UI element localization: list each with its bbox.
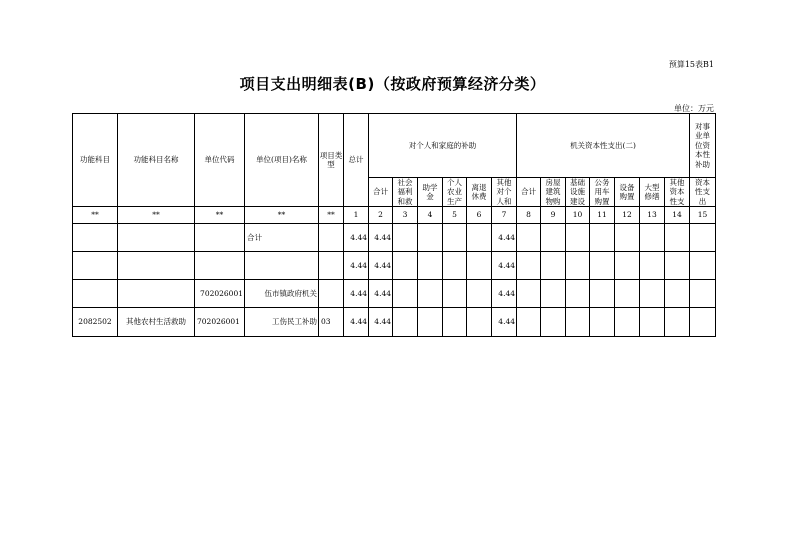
table-row bbox=[73, 252, 716, 280]
header-func-name: 功能科目名称 bbox=[118, 114, 195, 207]
cell-c8 bbox=[517, 308, 541, 337]
cell-func-name: 其他农村生活救助 bbox=[118, 308, 195, 337]
index-cell: 4 bbox=[418, 207, 443, 224]
header-c14: 其他 资本 性支 bbox=[665, 178, 690, 207]
cell-c7: 4.44 bbox=[492, 224, 517, 252]
header-c5: 个人 农业 生产 bbox=[443, 178, 467, 207]
cell-c8 bbox=[517, 280, 541, 308]
header-c7: 其他 对个 人和 bbox=[492, 178, 517, 207]
cell-c5 bbox=[443, 224, 467, 252]
cell-unit-name: 伍市镇政府机关 bbox=[245, 280, 319, 308]
index-cell: 1 bbox=[344, 207, 369, 224]
cell-func-name bbox=[118, 252, 195, 280]
header-unit-name: 单位(项目)名称 bbox=[245, 114, 319, 207]
cell-c7: 4.44 bbox=[492, 308, 517, 337]
cell-unit-code: 702026001 bbox=[195, 280, 245, 308]
cell-c12 bbox=[615, 224, 640, 252]
header-c12: 设备 购置 bbox=[615, 178, 640, 207]
table-row bbox=[73, 224, 716, 252]
header-unit-code: 单位代码 bbox=[195, 114, 245, 207]
cell-c5 bbox=[443, 280, 467, 308]
index-cell: 9 bbox=[541, 207, 566, 224]
cell-c6 bbox=[467, 280, 492, 308]
index-cell: ** bbox=[319, 207, 344, 224]
cell-c8 bbox=[517, 252, 541, 280]
cell-c7: 4.44 bbox=[492, 280, 517, 308]
header-c2: 合计 bbox=[369, 178, 393, 207]
index-cell: 15 bbox=[690, 207, 716, 224]
cell-c11 bbox=[590, 308, 615, 337]
cell-c4 bbox=[418, 280, 443, 308]
cell-c15 bbox=[690, 224, 716, 252]
header-c13: 大型 修缮 bbox=[640, 178, 665, 207]
cell-proj-type bbox=[319, 280, 344, 308]
header-group-personal-subsidy: 对个人和家庭的补助 bbox=[369, 114, 517, 178]
cell-unit-code: 702026001 bbox=[195, 308, 245, 337]
cell-c15 bbox=[690, 308, 716, 337]
cell-unit-name: 工伤民工补助 bbox=[245, 308, 319, 337]
header-c6: 离退 休费 bbox=[467, 178, 492, 207]
index-cell: 12 bbox=[615, 207, 640, 224]
table-row bbox=[73, 308, 716, 337]
page-title: 项目支出明细表(B)（按政府预算经济分类） bbox=[239, 75, 546, 93]
cell-c7: 4.44 bbox=[492, 252, 517, 280]
index-cell: 11 bbox=[590, 207, 615, 224]
cell-c13 bbox=[640, 308, 665, 337]
cell-unit-code bbox=[195, 252, 245, 280]
index-cell: 5 bbox=[443, 207, 467, 224]
index-cell: 6 bbox=[467, 207, 492, 224]
cell-c5 bbox=[443, 252, 467, 280]
index-cell: ** bbox=[73, 207, 118, 224]
cell-c3 bbox=[393, 280, 418, 308]
index-cell: 2 bbox=[369, 207, 393, 224]
cell-c4 bbox=[418, 224, 443, 252]
cell-c10 bbox=[566, 280, 590, 308]
header-c15: 资本 性支 出 bbox=[690, 178, 716, 207]
cell-func-code bbox=[73, 224, 118, 252]
cell-total: 4.44 bbox=[344, 308, 369, 337]
cell-c4 bbox=[418, 252, 443, 280]
cell-c3 bbox=[393, 252, 418, 280]
cell-c14 bbox=[665, 308, 690, 337]
cell-c10 bbox=[566, 224, 590, 252]
cell-unit-code bbox=[195, 224, 245, 252]
cell-func-code bbox=[73, 280, 118, 308]
index-cell: 8 bbox=[517, 207, 541, 224]
cell-c9 bbox=[541, 224, 566, 252]
index-row bbox=[73, 207, 716, 224]
form-code: 预算15表B1 bbox=[668, 60, 714, 69]
header-c8: 合计 bbox=[517, 178, 541, 207]
header-c10: 基础 设施 建设 bbox=[566, 178, 590, 207]
header-c11: 公务 用车 购置 bbox=[590, 178, 615, 207]
cell-c11 bbox=[590, 280, 615, 308]
table-row bbox=[73, 280, 716, 308]
cell-func-code: 2082502 bbox=[73, 308, 118, 337]
cell-c3 bbox=[393, 308, 418, 337]
index-cell: 7 bbox=[492, 207, 517, 224]
unit-label: 单位：万元 bbox=[674, 104, 714, 113]
cell-c11 bbox=[590, 252, 615, 280]
cell-c4 bbox=[418, 308, 443, 337]
cell-unit-name: 合计 bbox=[245, 224, 319, 252]
cell-c10 bbox=[566, 252, 590, 280]
cell-c5 bbox=[443, 308, 467, 337]
header-func-code: 功能科目 bbox=[73, 114, 118, 207]
header-group-capital-expense: 机关资本性支出(二) bbox=[517, 114, 690, 178]
header-c9: 房屋 建筑 物购 bbox=[541, 178, 566, 207]
cell-proj-type: 03 bbox=[319, 308, 344, 337]
cell-c13 bbox=[640, 252, 665, 280]
header-proj-type: 项目类型 bbox=[319, 114, 344, 207]
cell-proj-type bbox=[319, 224, 344, 252]
cell-c11 bbox=[590, 224, 615, 252]
index-cell: ** bbox=[245, 207, 319, 224]
cell-total: 4.44 bbox=[344, 252, 369, 280]
cell-c14 bbox=[665, 252, 690, 280]
cell-c10 bbox=[566, 308, 590, 337]
cell-unit-name bbox=[245, 252, 319, 280]
cell-c8 bbox=[517, 224, 541, 252]
cell-c14 bbox=[665, 224, 690, 252]
cell-total: 4.44 bbox=[344, 224, 369, 252]
cell-c13 bbox=[640, 280, 665, 308]
cell-c12 bbox=[615, 252, 640, 280]
cell-c2: 4.44 bbox=[369, 308, 393, 337]
cell-c14 bbox=[665, 280, 690, 308]
cell-c9 bbox=[541, 252, 566, 280]
index-cell: 13 bbox=[640, 207, 665, 224]
cell-c12 bbox=[615, 280, 640, 308]
index-cell: ** bbox=[195, 207, 245, 224]
header-c3: 社会 福利 和救 bbox=[393, 178, 418, 207]
cell-c15 bbox=[690, 252, 716, 280]
header-group-enterprise-capital: 对事 业单 位资 本性 补助 bbox=[690, 114, 716, 178]
cell-func-code bbox=[73, 252, 118, 280]
cell-proj-type bbox=[319, 252, 344, 280]
cell-c2: 4.44 bbox=[369, 252, 393, 280]
cell-c12 bbox=[615, 308, 640, 337]
cell-c9 bbox=[541, 308, 566, 337]
index-cell: ** bbox=[118, 207, 195, 224]
budget-table bbox=[72, 113, 716, 337]
cell-c9 bbox=[541, 280, 566, 308]
index-cell: 14 bbox=[665, 207, 690, 224]
cell-c15 bbox=[690, 280, 716, 308]
cell-c2: 4.44 bbox=[369, 280, 393, 308]
header-c4: 助学 金 bbox=[418, 178, 443, 207]
cell-total: 4.44 bbox=[344, 280, 369, 308]
cell-func-name bbox=[118, 224, 195, 252]
cell-c6 bbox=[467, 224, 492, 252]
cell-func-name bbox=[118, 280, 195, 308]
index-cell: 3 bbox=[393, 207, 418, 224]
cell-c6 bbox=[467, 252, 492, 280]
header-total: 总计 bbox=[344, 114, 369, 207]
cell-c2: 4.44 bbox=[369, 224, 393, 252]
cell-c6 bbox=[467, 308, 492, 337]
index-cell: 10 bbox=[566, 207, 590, 224]
cell-c3 bbox=[393, 224, 418, 252]
cell-c13 bbox=[640, 224, 665, 252]
